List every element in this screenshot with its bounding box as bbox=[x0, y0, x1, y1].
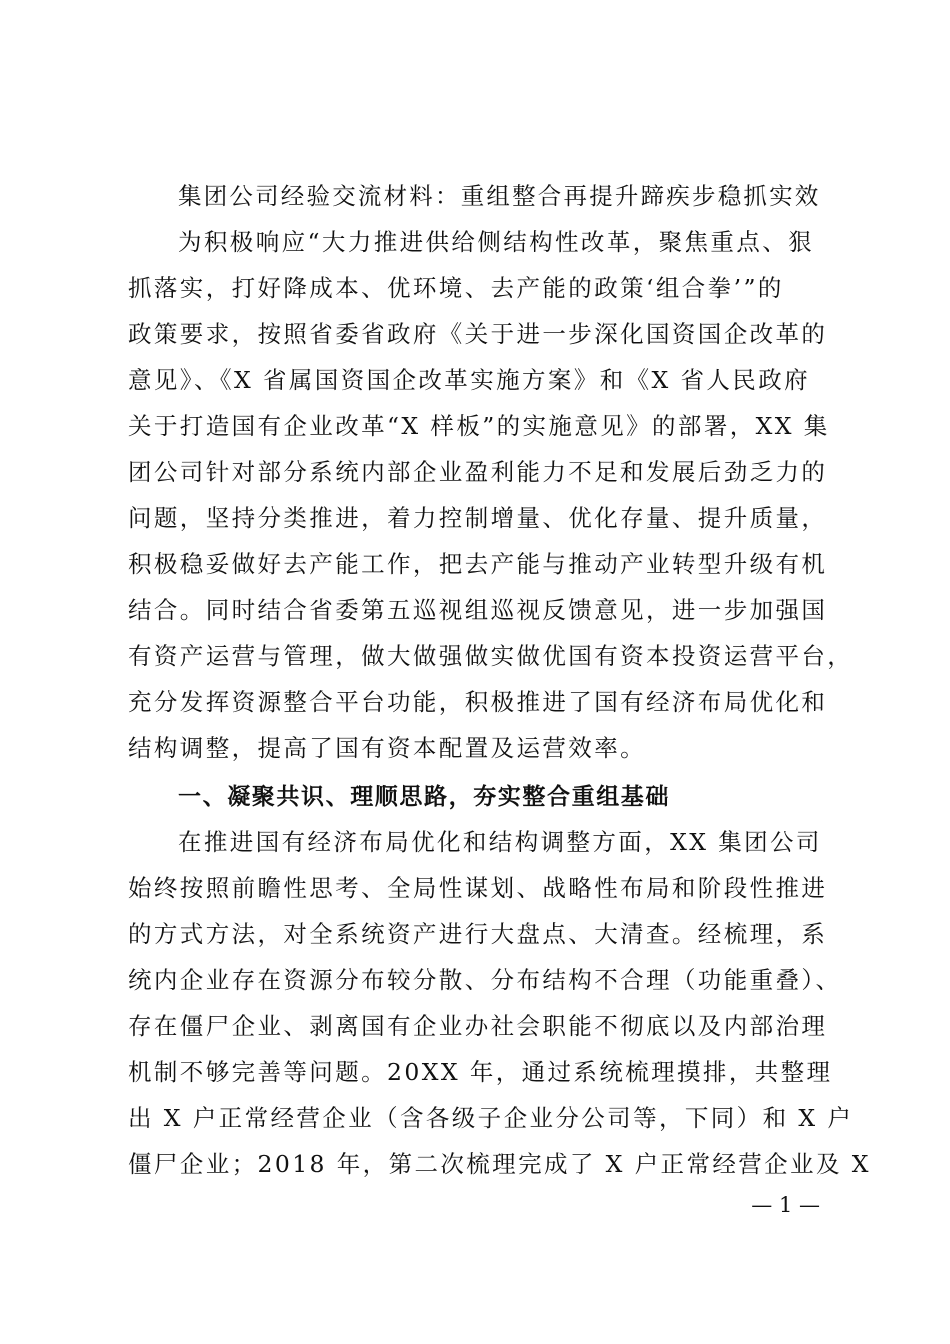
paragraph-1-line-1: 为积极响应“大力推进供给侧结构性改革，聚焦重点、狠 bbox=[178, 228, 815, 256]
paragraph-2-line-1: 在推进国有经济布局优化和结构调整方面，XX 集团公司 bbox=[178, 828, 822, 856]
paragraph-1-line-9: 结合。同时结合省委第五巡视组巡视反馈意见，进一步加强国 bbox=[128, 596, 828, 624]
paragraph-2-line-4: 统内企业存在资源分布较分散、分布结构不合理（功能重叠）、 bbox=[128, 966, 842, 994]
paragraph-1-line-3: 政策要求，按照省委省政府《关于进一步深化国资国企改革的 bbox=[128, 320, 828, 348]
paragraph-1-line-8: 积极稳妥做好去产能工作，把去产能与推动产业转型升级有机 bbox=[128, 550, 828, 578]
paragraph-2-line-8: 僵尸企业；2018 年，第二次梳理完成了 X 户正常经营企业及 X bbox=[128, 1150, 871, 1178]
paragraph-1-line-4: 意见》、《X 省属国资国企改革实施方案》和《X 省人民政府 bbox=[128, 366, 810, 394]
paragraph-1-line-5: 关于打造国有企业改革“X 样板”的实施意见》的部署，XX 集 bbox=[128, 412, 830, 440]
paragraph-1-line-6: 团公司针对部分系统内部企业盈利能力不足和发展后劲乏力的 bbox=[128, 458, 828, 486]
paragraph-2-line-5: 存在僵尸企业、剥离国有企业办社会职能不彻底以及内部治理 bbox=[128, 1012, 828, 1040]
paragraph-2-line-2: 始终按照前瞻性思考、全局性谋划、战略性布局和阶段性推进 bbox=[128, 874, 828, 902]
page-number: — 1 — bbox=[751, 1193, 820, 1217]
paragraph-1-line-10: 有资产运营与管理，做大做强做实做优国有资本投资运营平台， bbox=[128, 642, 854, 670]
document-title: 集团公司经验交流材料：重组整合再提升蹄疾步稳抓实效 bbox=[178, 182, 821, 210]
paragraph-2-line-6: 机制不够完善等问题。20XX 年，通过系统梳理摸排，共整理 bbox=[128, 1058, 833, 1086]
section-heading-1: 一、凝聚共识、理顺思路，夯实整合重组基础 bbox=[178, 784, 670, 810]
paragraph-1-line-11: 充分发挥资源整合平台功能，积极推进了国有经济布局优化和 bbox=[128, 688, 828, 716]
paragraph-1-line-2: 抓落实，打好降成本、优环境、去产能的政策‘组合拳’”的 bbox=[128, 274, 784, 302]
paragraph-1-line-7: 问题，坚持分类推进，着力控制增量、优化存量、提升质量， bbox=[128, 504, 828, 532]
paragraph-2-line-3: 的方式方法，对全系统资产进行大盘点、大清查。经梳理，系 bbox=[128, 920, 828, 948]
paragraph-1-line-12: 结构调整，提高了国有资本配置及运营效率。 bbox=[128, 734, 646, 762]
paragraph-2-line-7: 出 X 户正常经营企业（含各级子企业分公司等，下同）和 X 户 bbox=[128, 1104, 854, 1132]
